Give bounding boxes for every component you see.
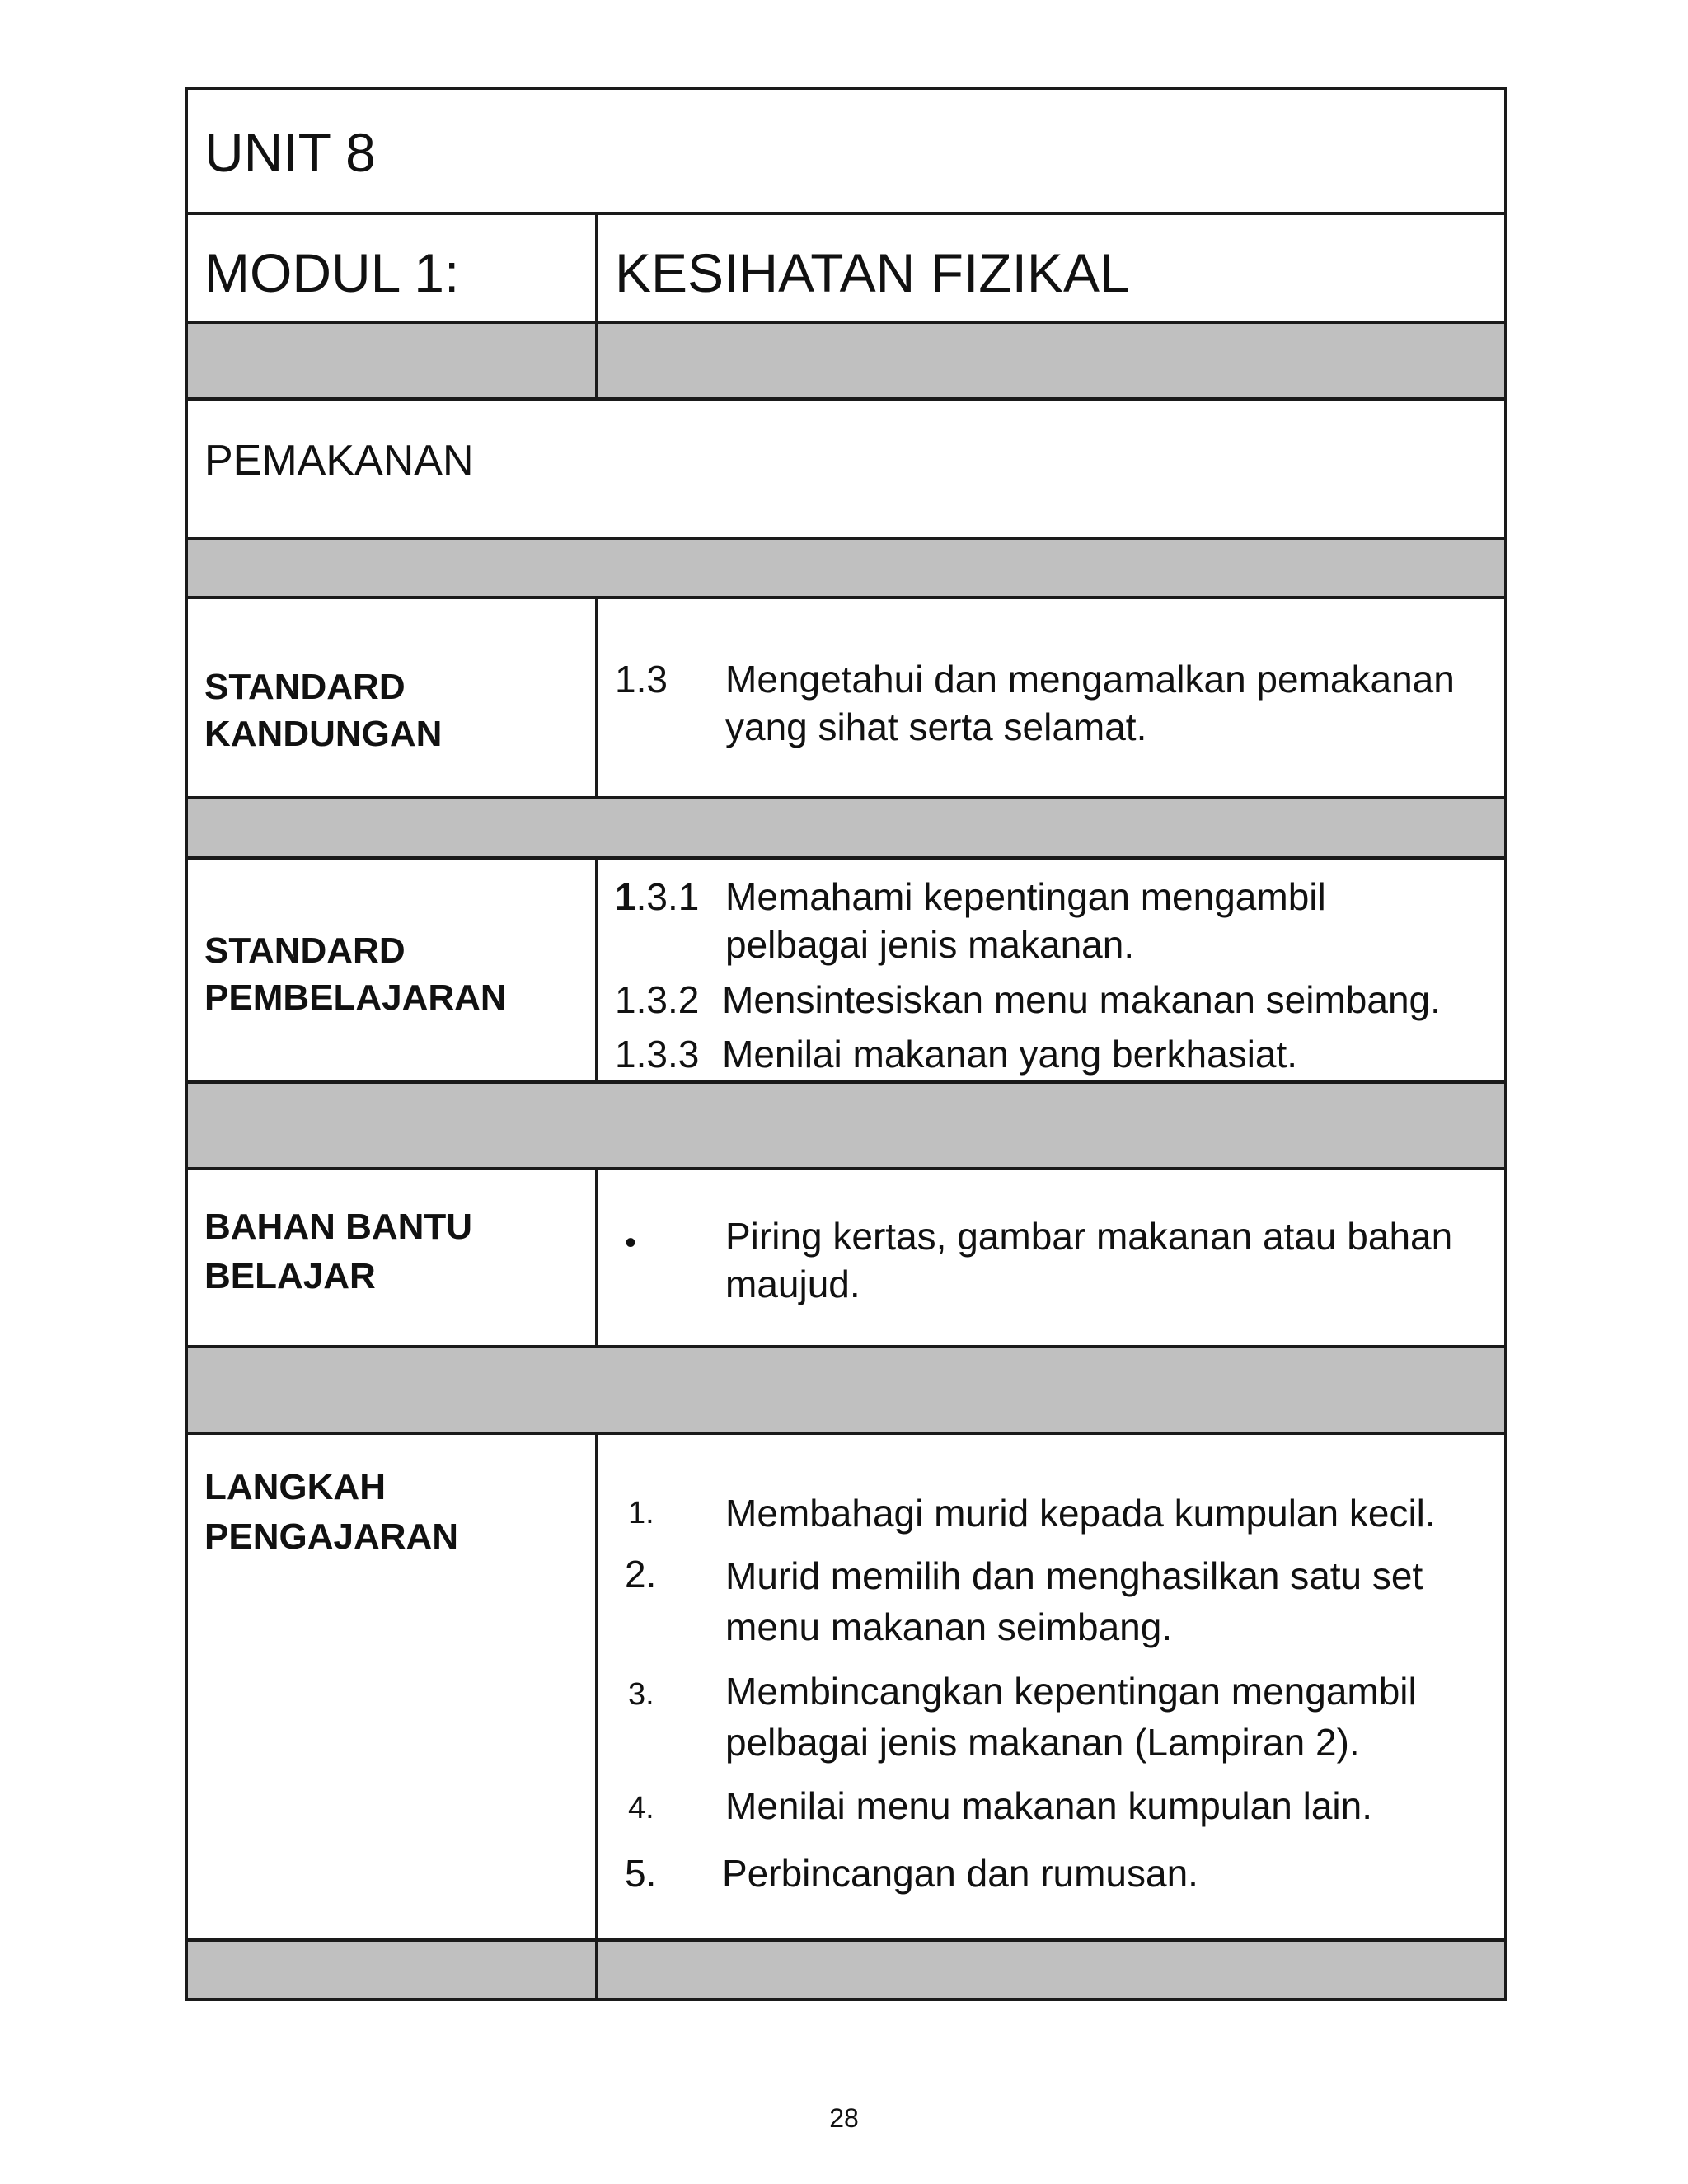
grey-spacer-row — [188, 324, 1504, 397]
learning-standard-text: Mensintesiskan menu makanan seimbang. — [722, 978, 1441, 1021]
standard-kandungan-number: 1.3 — [615, 658, 668, 701]
unit-title: UNIT 8 — [204, 122, 376, 183]
learning-standard-text: Memahami kepentingan mengambil pelbagai jenis makanan. — [725, 875, 1326, 966]
standard-pembelajaran-label: STANDARD PEMBELAJARAN — [204, 930, 507, 1018]
bahan-bantu-text: Piring kertas, gambar makanan atau bahan maujud. — [725, 1215, 1453, 1305]
standard-kandungan-label: STANDARD KANDUNGAN — [204, 667, 443, 754]
modul-label: MODUL 1: — [204, 242, 460, 303]
divider — [188, 596, 1504, 599]
grey-spacer-row — [188, 540, 1504, 596]
step-number: 2. — [625, 1553, 657, 1596]
modul-title: KESIHATAN FIZIKAL — [615, 242, 1130, 303]
step-text: Perbincangan dan rumusan. — [722, 1852, 1198, 1895]
standard-kandungan-text: Mengetahui dan mengamalkan pemakanan yang sihat serta selamat. — [725, 658, 1455, 748]
learning-standard-item: 1.3.1 — [615, 875, 700, 918]
grey-spacer-row — [188, 799, 1504, 856]
divider — [188, 397, 1504, 401]
learning-standard-item: 1.3.3 — [615, 1033, 700, 1076]
step-number: 3. — [628, 1677, 654, 1712]
page-number: 28 — [829, 2103, 859, 2133]
grey-spacer-row — [188, 1084, 1504, 1167]
lesson-plan-table — [185, 87, 1507, 2001]
divider — [188, 856, 1504, 860]
learning-standard-item: 1.3.2 — [615, 978, 700, 1021]
divider — [188, 1432, 1504, 1435]
divider — [188, 212, 1504, 215]
grey-spacer-row — [188, 1348, 1504, 1432]
column-divider — [595, 212, 598, 401]
step-text: Membahagi murid kepada kumpulan kecil. — [725, 1492, 1436, 1535]
column-divider — [595, 856, 598, 1084]
grey-spacer-row — [188, 1942, 1504, 1998]
langkah-label: LANGKAH PENGAJARAN — [204, 1467, 459, 1557]
bahan-bantu-label: BAHAN BANTU BELAJAR — [204, 1207, 473, 1296]
divider — [188, 1167, 1504, 1170]
step-number: 4. — [628, 1791, 654, 1825]
step-text: Membincangkan kepentingan mengambil pelbagai jenis makanan (Lampiran 2). — [725, 1670, 1417, 1764]
column-divider — [595, 596, 598, 799]
column-divider — [595, 1432, 598, 1998]
step-text: Menilai menu makanan kumpulan lain. — [725, 1784, 1372, 1827]
learning-standard-text: Menilai makanan yang berkhasiat. — [722, 1033, 1298, 1076]
step-text: Murid memilih dan menghasilkan satu set menu makanan seimbang. — [725, 1554, 1423, 1648]
column-divider — [595, 1167, 598, 1348]
step-number: 1. — [628, 1496, 654, 1530]
topic-title: PEMAKANAN — [204, 437, 474, 485]
step-number: 5. — [625, 1852, 657, 1895]
bullet-icon: • — [625, 1225, 637, 1261]
